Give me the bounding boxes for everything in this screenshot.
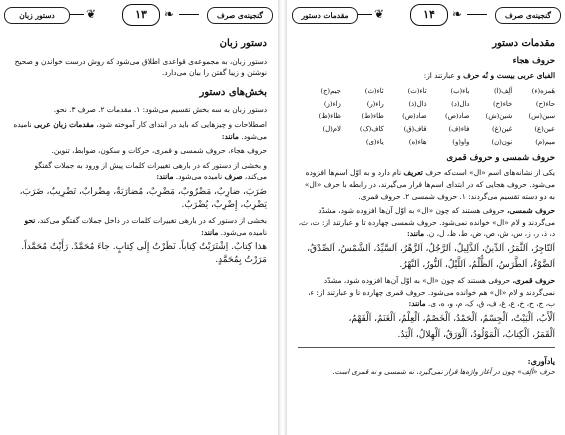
arabic-example: اَلْأَبُ، اَلْبَیْتُ، اَلْجِسْمُ، اَلْحَمْدُ، اَلْخَصْمُ، اَلْعِلْمُ، اَلْغَنَمُ، اَلْفَهْمُ، — [348, 313, 555, 324]
paragraph: الفبای عربی بیست و نُه حرف و عبارتند از: — [423, 71, 555, 81]
alphabet-letter: باء(ب) — [450, 86, 470, 95]
alphabet-letter: ثاء(ث) — [364, 86, 384, 95]
arabic-example: هذا کِتابٌ. اِشْتَرَیْتُ کِتاباً. نَظَرْتُ إِلَی کِتابٍ. جاءَ مُحَمَّدٌ. رَأَیْتُ مُحَمَّداً. مَرَرْتُ بِمُحَمَّدٍ. — [21, 242, 267, 266]
page-14 — [288, 0, 565, 435]
paragraph: اصطلاحات و چیزهایی که باید در ابتدای کار آموخته شود، مقدمات زبان عربی نامیده می‌شود. مانند: — [13, 119, 267, 141]
page-header — [292, 4, 561, 28]
alphabet-letter: واو(و) — [452, 137, 470, 146]
alphabet-letter: زاء(ز) — [323, 99, 341, 108]
alphabet-letter: راء(ر) — [366, 99, 384, 108]
alphabet-letter: میم(م) — [535, 137, 555, 146]
alphabet-letter: غین(غ) — [492, 125, 513, 134]
page-number: ۱۴ — [410, 4, 448, 26]
page-13 — [0, 0, 277, 435]
paragraph: دستور زبان، به مجموعه‌ی قواعدی اطلاق می‌شود که روش درست خواندن و صحیح نوشتن و زیبا گفتن را بیان می‌دارد. — [14, 56, 267, 78]
alphabet-letter: طاء(ط) — [361, 112, 384, 121]
alphabet-letter: هَمزه(ء) — [531, 86, 555, 95]
section-heading: حروف هجاء — [512, 55, 555, 66]
alphabet-letter: عین(ع) — [534, 125, 555, 134]
header-section-title: دستور زبان — [4, 7, 70, 24]
arabic-example: ضَرَبَ، ضارِبٌ، مَضْرُوبٌ، مَضْرِبٌ، مُضارَبَةٌ، مِضْرابٌ، تَضْرِیبٌ، ضَرَبَ، یَضْرِبُ، إِضْرِبْ، یُضْرَبُ. — [19, 186, 267, 210]
page-heading: مقدمات دستور — [492, 38, 555, 49]
paragraph: حروف قمری، حروفی هستند که چون «ال» به اوّل آن‌ها افزوده شود، مشدّد نمی‌گردند و لام «ال» هم خوانده می‌شود. حروف قمری چهارده تا و عبارتند از: ء، ب، ج، ح، خ، ع، غ، ف، ق، ک، م، و، ه، ی. مانند: — [308, 275, 555, 309]
page-heading: دستور زبان — [219, 38, 267, 49]
alphabet-letter: نون(ن) — [491, 137, 513, 146]
alphabet-letter: ذال(ذ) — [408, 99, 427, 108]
page-body — [10, 32, 267, 270]
paragraph: حروف هجاء، حروف شمسی و قمری، حرکات و سکون، ضوابط، تنوین. — [51, 146, 267, 156]
alphabet-letter: لام(ل) — [322, 125, 341, 134]
alphabet-letter: سین(س) — [528, 112, 555, 121]
alphabet-letter: یاء(ی) — [365, 137, 384, 146]
alphabet-letter: فاء(ف) — [448, 125, 470, 134]
alphabet-letter: هاء(ه) — [408, 137, 427, 146]
arabic-example: اَلتّاجِرُ، اَلثَّمَرُ، اَلدِّینُ، اَلذَّلِیلُ، اَلرَّجُلُ، اَلزَّهْرُ، اَلسَّیِّدُ، اَلشَّمْسُ، اَلصِّدْقُ، — [307, 243, 555, 254]
header-section-title: مقدمات دستور — [292, 7, 358, 24]
paragraph: دستور زبان به سه بخش تقسیم می‌شود: ۱. مقدمات ۲. صرف ۳. نحو. — [53, 105, 267, 115]
alphabet-letter: دال(د) — [451, 99, 470, 108]
alphabet-letter: حاء(ح) — [535, 99, 555, 108]
note-text: حرف «اَلِف» چون در آغاز واژه‌ها قرار نمی‌گیرد، نه شمسی و نه قمری است. — [332, 368, 555, 377]
paragraph: حروف شمسی، حروفی هستند که چون «ال» به اوّل آن‌ها افزوده شود، مشدّد می‌گردند و لام «ال» خوانده نمی‌شود. حروف شمسی چهارده تا و عبارتند از: ت، ث، د، ذ، ر، ز، س، ش، ص، ض، ط، ظ، ل، ن. مانند: — [298, 206, 555, 239]
paragraph: بخشی از دستور که در بارهی تغییرات کلمات در داخل جملات گفتگو می‌کند، نحو نامیده می‌شود. مانند: — [24, 215, 267, 237]
note-heading: یادآوری: — [527, 355, 555, 366]
arabic-example: اَلضَّوْءُ، اَلطَّرَسُ، اَلظُّلْمُ، اَللَّیْلُ، اَلنُّورُ، اَلنَّهْرُ. — [399, 259, 555, 270]
alphabet-letter: تاء(ت) — [407, 86, 427, 95]
header-book-title: گنجینه‌ی صرف — [207, 7, 273, 24]
alphabet-letter: کاف(ک) — [359, 125, 384, 134]
alphabet-letter: قاف(ق) — [403, 125, 427, 134]
page-number: ۱۳ — [122, 4, 160, 26]
alphabet-grid — [298, 85, 555, 149]
alphabet-letter: ضاد(ض) — [402, 112, 427, 121]
divider — [298, 347, 555, 348]
page-header — [4, 4, 273, 28]
alphabet-letter: اَلِف(ا) — [493, 86, 513, 95]
ornament-icon: ❧ — [164, 7, 175, 21]
arabic-example: اَلْقَمَرُ، اَلْکِتابُ، اَلْمَوْلُودُ، اَلْوَرَقُ، اَلْهِلالُ، اَلْیَدُ. — [397, 329, 555, 340]
ornament-icon: ❦ — [374, 7, 385, 21]
book-gutter — [278, 0, 287, 435]
alphabet-letter: صاد(ص) — [444, 112, 470, 121]
ornament-icon: ❧ — [452, 7, 463, 21]
alphabet-letter: جیم(ج) — [320, 86, 341, 95]
paragraph: یکی از نشانه‌های اسم «ال» است‌که حرف تعریف نام دارد و به اوّل اسم‌ها افزوده می‌شود. حروف هجایی که در ابتدای اسم‌ها قرار می‌گیرند، در رابطه با حرف «ال» به دو دسته تقسیم می‌گردند: ۱. حروف شمسی ۲. حروف قمری. — [304, 168, 555, 201]
alphabet-letter: خاء(خ) — [493, 99, 513, 108]
alphabet-letter: شین(ش) — [485, 112, 513, 121]
header-book-title: گنجینه‌ی صرف — [495, 7, 561, 24]
section-heading: حروف شمسی و حروف قمری — [446, 152, 555, 163]
alphabet-letter: ظاء(ظ) — [318, 112, 341, 121]
page-body — [298, 32, 555, 379]
ornament-icon: ❦ — [86, 7, 97, 21]
paragraph: و بخشی از دستور که در بارهی تغییرات کلمات پیش از ورود به جملات گفتگو می‌کند، صرف نامیده می‌شود. مانند: — [34, 160, 267, 182]
section-heading: بخش‌های دستور — [199, 86, 267, 98]
